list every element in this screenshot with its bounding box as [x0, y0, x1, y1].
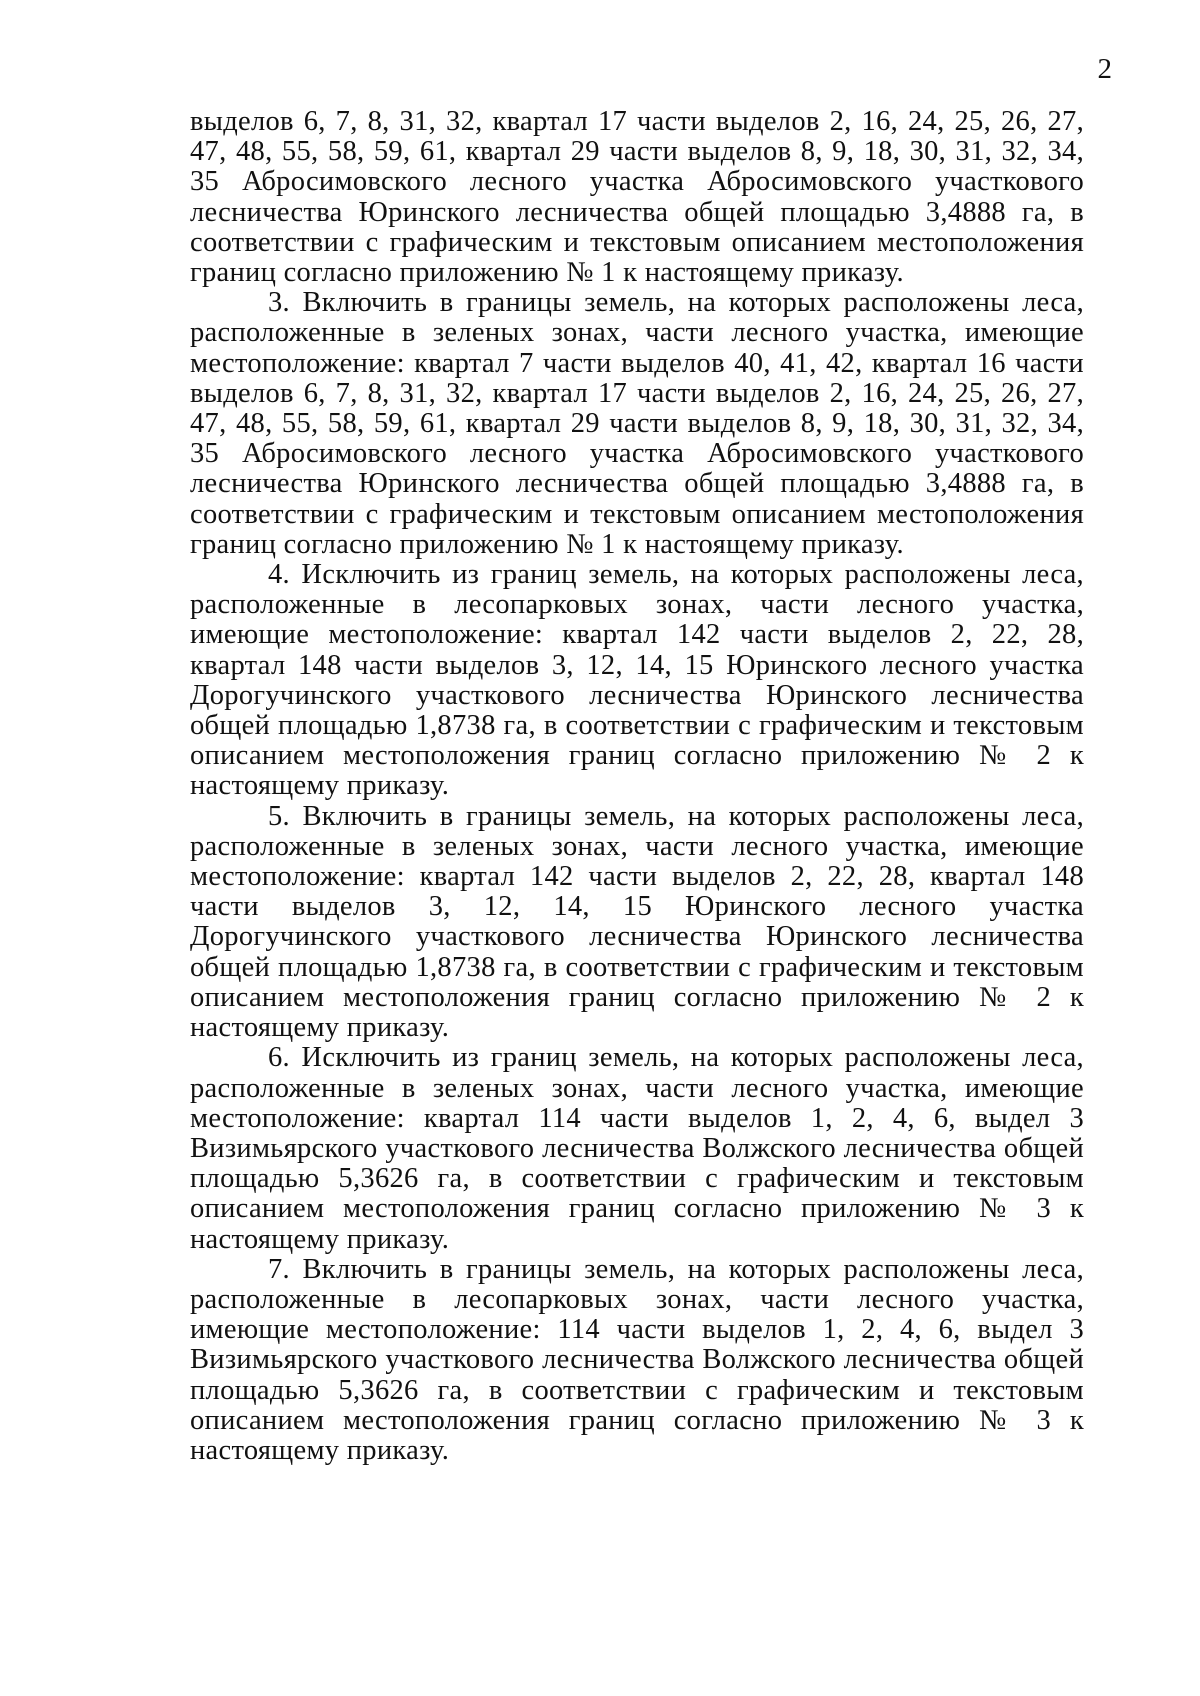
paragraph-item-6: 6. Исключить из границ земель, на которых расположены леса, расположенные в зеленых зонах, части лесного участка, имеющие местоположение: квартал 114 части выделов 1, 2, 4, 6, выдел 3 Визимьярского участкового лесничества Волжского лесничества общей площадью 5,3626 га, в соответствии с графическим и текстовым описанием местоположения границ согласно приложению № 3 к настоящему приказу. — [190, 1042, 1084, 1255]
paragraph-item-4: 4. Исключить из границ земель, на которых расположены леса, расположенные в лесопарковых зонах, части лесного участка, имеющие местоположение: квартал 142 части выделов 2, 22, 28, квартал 148 части выделов 3, 12, 14, 15 Юринского лесного участка Дорогучинского участкового лесничества Юринского лесничества общей площадью 1,8738 га, в соответствии с графическим и текстовым описанием местоположения границ согласно приложению № 2 к настоящему приказу. — [190, 559, 1084, 802]
document-body — [190, 107, 1084, 1466]
paragraph-item-7: 7. Включить в границы земель, на которых расположены леса, расположенные в лесопарковых зонах, части лесного участка, имеющие местоположение: 114 части выделов 1, 2, 4, 6, выдел 3 Визимьярского участкового лесничества Волжского лесничества общей площадью 5,3626 га, в соответствии с графическим и текстовым описанием местоположения границ согласно приложению № 3 к настоящему приказу. — [190, 1253, 1084, 1466]
page-number: 2 — [1097, 53, 1112, 85]
paragraph-item-5: 5. Включить в границы земель, на которых расположены леса, расположенные в зеленых зонах, части лесного участка, имеющие местоположение: квартал 142 части выделов 2, 22, 28, квартал 148 части выделов 3, 12, 14, 15 Юринского лесного участка Дорогучинского участкового лесничества Юринского лесничества общей площадью 1,8738 га, в соответствии с графическим и текстовым описанием местоположения границ согласно приложению № 2 к настоящему приказу. — [190, 800, 1084, 1044]
paragraph-item-3: 3. Включить в границы земель, на которых расположены леса, расположенные в зеленых зонах, части лесного участка, имеющие местоположение: квартал 7 части выделов 40, 41, 42, квартал 16 части выделов 6, 7, 8, 31, 32, квартал 17 части выделов 2, 16, 24, 25, 26, 27, 47, 48, 55, 58, 59, 61, квартал 29 части выделов 8, 9, 18, 30, 31, 32, 34, 35 Абросимовского лесного участка Абросимовского участкового лесничества Юринского лесничества общей площадью 3,4888 га, в соответствии с графическим и текстовым описанием местоположения границ согласно приложению № 1 к настоящему приказу. — [190, 287, 1084, 560]
paragraph-continuation: выделов 6, 7, 8, 31, 32, квартал 17 части выделов 2, 16, 24, 25, 26, 27, 47, 48, 55, 58, 59, 61, квартал 29 части выделов 8, 9, 18, 30, 31, 32, 34, 35 Абросимовского лесного участка Абросимовского участкового лесничества Юринского лесничества общей площадью 3,4888 га, в соответствии с графическим и текстовым описанием местоположения границ согласно приложению № 1 к настоящему приказу. — [190, 106, 1084, 289]
